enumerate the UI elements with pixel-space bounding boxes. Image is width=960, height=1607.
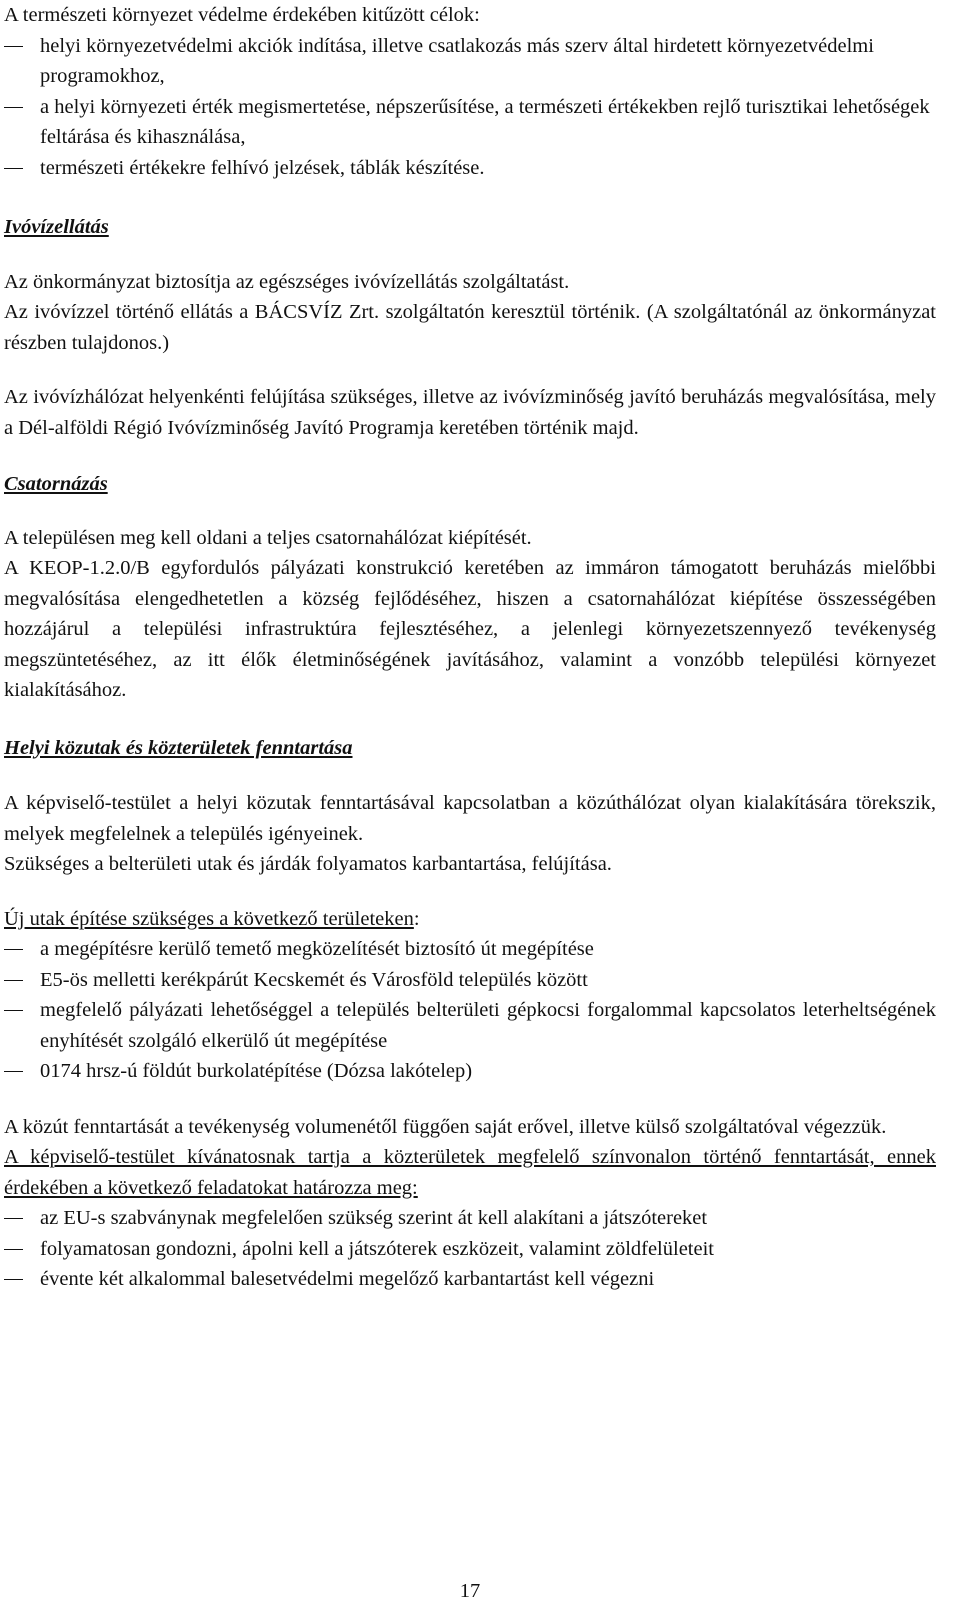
list-item: természeti értékekre felhívó jelzések, táblák készítése. (4, 153, 936, 184)
env-goals-list (4, 31, 936, 184)
new-roads-intro-colon: : (413, 907, 420, 930)
list-item: a megépítésre kerülő temető megközelítését biztosító út megépítése (4, 934, 936, 965)
page-number: 17 (459, 1580, 481, 1602)
maintenance-list (4, 1203, 936, 1295)
env-goals-intro: A természeti környezet védelme érdekében kitűzött célok: (4, 4, 480, 26)
new-roads-intro-text: Új utak építése szükséges a következő területeken (4, 907, 414, 930)
new-roads-intro (4, 904, 936, 935)
list-item: megfelelő pályázati lehetőséggel a település belterületi gépkocsi forgalommal kapcsolatos leterheltségének enyhítését szolgáló elkerülő út megépítése (4, 995, 936, 1056)
list-item: a helyi környezeti érték megismertetése, népszerűsítése, a természeti értékekben rejlő turisztikai lehetőségek feltárása és kihasználása, (4, 92, 936, 153)
maintenance-paragraph-1: A közút fenntartását a tevékenység volumenétől függően saját erővel, illetve külső szolgáltatóval végezzük. (4, 1115, 887, 1138)
roads-paragraph-1: A képviselő-testület a helyi közutak fenntartásával kapcsolatban a közúthálózat olyan kialakítására törekszik, melyek megfelelnek a település igényeinek. (4, 792, 936, 845)
section-heading-sewer: Csatornázás (4, 473, 108, 495)
document-page (4, 0, 936, 1602)
water-paragraph-1: Az önkormányzat biztosítja az egészséges ivóvízellátás szolgáltatást. (4, 270, 570, 293)
list-item: 0174 hrsz-ú földút burkolatépítése (Dózsa lakótelep) (4, 1056, 936, 1087)
section-heading-roads: Helyi közutak és közterületek fenntartása (4, 736, 353, 759)
water-paragraph-3: Az ivóvízhálózat helyenkénti felújítása szükséges, illetve az ivóvízminőség javító beruházás megvalósítása, mely a Dél-alföldi Régió Ivóvízminőség Javító Programja keretében történik majd. (4, 386, 936, 439)
list-item: évente két alkalommal balesetvédelmi megelőző karbantartást kell végezni (4, 1264, 936, 1295)
section-heading-water: Ivóvízellátás (4, 216, 109, 238)
new-roads-list (4, 934, 936, 1087)
list-item: az EU-s szabványnak megfelelően szükség szerint át kell alakítani a játszótereket (4, 1203, 936, 1234)
maintenance-paragraph-2: A képviselő-testület kívánatosnak tartja a közterületek megfelelő színvonalon történő fenntartását, ennek érdekében a következő feladatokat határozza meg: (4, 1146, 936, 1199)
list-item: E5-ös melletti kerékpárút Kecskemét és Városföld település között (4, 965, 936, 996)
water-paragraph-2: Az ivóvízzel történő ellátás a BÁCSVÍZ Zrt. szolgáltatón keresztül történik. (A szolgáltatónál az önkormányzat részben tulajdonos.) (4, 301, 936, 354)
roads-paragraph-2: Szükséges a belterületi utak és járdák folyamatos karbantartása, felújítása. (4, 853, 612, 875)
sewer-paragraph-1: A településen meg kell oldani a teljes csatornahálózat kiépítését. (4, 526, 532, 549)
list-item: folyamatosan gondozni, ápolni kell a játszóterek eszközeit, valamint zöldfelületeit (4, 1234, 936, 1265)
sewer-paragraph-2: A KEOP-1.2.0/B egyfordulós pályázati konstrukció keretében az immáron támogatott beruházás mielőbbi megvalósítása elengedhetetlen a község fejlődéséhez, hiszen a csatornahálózat kiépítése összességében hozzájárul a települési infrastruktúra fejlesztéséhez, a jelenlegi környezetszennyező tevékenység megszüntetéséhez, az itt élők életminőségének javításához, valamint a vonzóbb települési környezet kialakításához. (4, 557, 936, 701)
list-item: helyi környezetvédelmi akciók indítása, illetve csatlakozás más szerv által hirdetett környezetvédelmi programokhoz, (4, 31, 936, 92)
